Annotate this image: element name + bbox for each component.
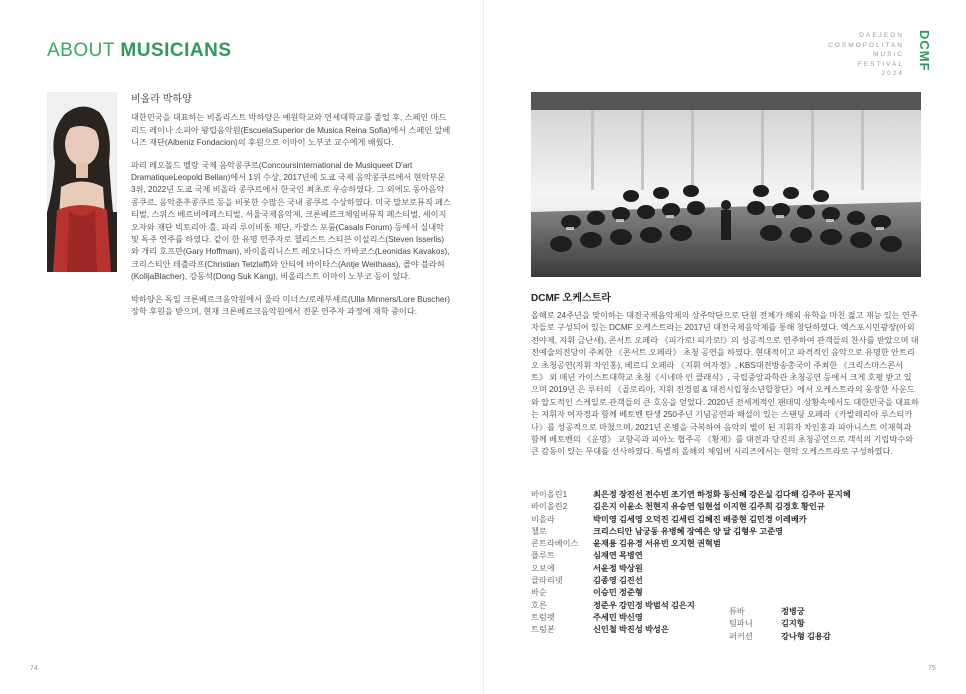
roster-instrument: 플루트: [531, 551, 555, 561]
roster-row: [531, 624, 921, 636]
roster-members: 주세민 박신영: [593, 612, 643, 622]
festival-line: 2024: [881, 70, 904, 77]
festival-line: MUSIC: [873, 51, 904, 58]
roster-instrument: 호른: [531, 600, 547, 610]
musician-portrait: [47, 92, 117, 272]
header-bold: MUSICIANS: [120, 40, 232, 61]
roster-row: [531, 612, 921, 624]
festival-mark-text: DCMF: [917, 30, 932, 72]
roster-instrument: 트럼펫: [531, 612, 555, 622]
roster-members: 박미영 김세영 오덕진 김세린 김혜진 배중현 김민경 이레베카: [593, 514, 807, 524]
roster-instrument: 콘트라베이스: [531, 539, 579, 549]
page-number-left: 74: [30, 665, 38, 672]
roster-instrument: 튜바: [729, 607, 745, 616]
roster-instrument: 퍼커션: [729, 631, 753, 641]
roster-row: [531, 575, 921, 587]
roster-instrument: 첼로: [531, 526, 547, 536]
roster-instrument: 클라리넷: [531, 576, 563, 586]
musician-bio: [131, 94, 451, 329]
roster-members: 이승민 정준형: [593, 588, 643, 598]
roster-instrument: 바이올린2: [531, 502, 568, 512]
festival-mark: [918, 30, 934, 88]
roster-members: 강나형 김용감: [781, 631, 831, 641]
orchestra-photo-icon: [531, 92, 921, 277]
page-number-right: 75: [928, 665, 936, 672]
roster-members: 심재연 목병연: [593, 551, 643, 561]
roster-instrument: 비올라: [531, 514, 555, 524]
roster-row: [531, 587, 921, 599]
musician-name: 비올라 박하양: [131, 94, 192, 105]
roster-row: [531, 514, 921, 526]
orchestra-title: DCMF 오케스트라: [531, 293, 611, 304]
roster-row: [531, 600, 921, 612]
header-thin: ABOUT: [47, 40, 121, 61]
bio-paragraph-1: 대한민국을 대표하는 비올리스트 박하양은 예원학교와 연세대학교를 졸업 후, 스페인 마드리드 레이나 소피아 왕립음악원(EscuelaSuperior de Musica Reina Sofia)에서 스페인 알베니즈 재단(Albeniz Fondacion)의 후원으로 이마이 노부코 교수에게 배웠다.: [131, 113, 451, 148]
orchestra-description: 올해로 24주년을 맞이하는 대전국제음악제의 상주악단으로 단원 전체가 해외 유학을 마친 젊고 재능 있는 연주자들로 구성되어 있는 DCMF 오케스트라는 2017년 대전국제음악제를 통해 창단하였다. 엑스포시민광장(아외전야제, 지휘 금난새), 콘서트 오페라 《피가로! 피가로!》의 성공적으로 연주하여 관객들의 찬사를 받았으며 대전예술의전당이 주최한 《콘서트 오페라》 초청 공연을 하였다. 현대적이고 파격적인 음악으로 유명한 안트리오 초청공연(지휘 차인홍), 베르디 오페라 《지휘 여자경》, KBS대전방송총국이 주최한 《크리스마스콘서트》 외 매년 카이스트대학교 초청《시네마 인 클래식》, 국립중앙과학관 초청공연 등에서 크게 호평 받고 있으며 2019년 은 루터의 《골로리아, 지휘 전경필 & 대전시립청소년합창단》에서 오케스트라의 웅장한 사운드와 압도적인 스케일로 관객들의 큰 호응을 얻었다. 2020년 전세계적인 팬데믹 상황속에서도 대한민국을 대표하는 지휘자 여자경과 함께 베토벤 탄생 250주년 기념공연과 해설이 있는 스탠딩 오페라《카발레리아 루스티카나》를 성공적으로 마쳤으며, 2021년 온병을 극복하여 음악의 별이 된 지휘자 차인홍과 피아니스트 이재혁과 함께 베토벤의 《운명》 교향곡과 피아노 협주곡 《황제》를 대전과 당진의 초청공연으로 객석의 기립박수와 큰 감동이 있는 무대를 선사하였다. 특별히 올해의 체임버 시리즈에서는 현악 오케스트라로 구성하였다.: [531, 311, 919, 457]
bio-paragraph-3: 박하양은 독일 크론베르크음악원에서 울라 미너스/로레부셰르(Ulla Minners/Lore Buscher) 장학 후원을 받으며, 현재 크론베르크음악원에서 전문 연주자 과정에 재학 중이다.: [131, 294, 450, 317]
orchestra-photo: [531, 92, 921, 277]
roster-members: 김지항: [781, 619, 805, 629]
roster-row: [531, 526, 921, 538]
page-spine: [483, 0, 484, 694]
festival-logo: [828, 31, 904, 79]
orchestra-roster: [531, 489, 921, 637]
roster-row: [531, 563, 921, 575]
roster-instrument: 바이올린1: [531, 490, 568, 499]
portrait-photo-icon: [47, 92, 117, 272]
roster-instrument: 트럼본: [531, 625, 555, 635]
roster-row: [531, 501, 921, 513]
roster-members: 김은지 이윤소 천현지 유승연 임현섭 이지현 김주희 김경호 황인규: [593, 502, 825, 512]
roster-instrument: 바순: [531, 588, 547, 598]
roster-members: 크리스티안 남궁동 유병혜 장예은 양 달 김형우 고준영: [593, 526, 783, 536]
festival-line: FESTIVAL: [857, 60, 904, 68]
roster-instrument: 오보에: [531, 563, 555, 573]
roster-members: 정병궁: [781, 607, 805, 616]
roster-instrument: 팀파니: [729, 619, 753, 629]
roster-row: [531, 538, 921, 550]
roster-row: [531, 550, 921, 562]
roster-members: 김종영 김진선: [593, 576, 643, 586]
festival-line: DAEJEON: [859, 32, 904, 39]
roster-members: 서윤정 박상원: [593, 563, 643, 573]
roster-members: 정준우 강민정 박범석 김은지: [593, 600, 695, 610]
roster-row: [531, 489, 921, 501]
page-header-title: [47, 40, 232, 62]
roster-members: 신인철 박진성 박성은: [593, 625, 669, 635]
festival-line: COSMOPOLITAN: [828, 41, 904, 49]
roster-members: 윤재용 김유경 서유빈 오지현 권혁범: [593, 539, 721, 549]
roster-members: 최은정 장진선 전수빈 조기연 하정화 동신혜 강은실 김다해 김주아 문지혜: [593, 490, 851, 499]
bio-paragraph-2: 파리 레오폴드 벨랑 국제 음악콩쿠르(ConcoursInternational de Musiqueet D'art DramatiqueLeopold Bellan)에서 1위 수상, 2017년에 도쿄 국제 음악콩쿠르에서 현악부문 3위, 2022년 도쿄 국제 비올라 콩쿠르에서 한국인 최초로 우승하였다. 그 외에도 동아음악콩쿠르, 음악춘추콩쿠르 등을 비롯한 수많은 국내 콩쿠르 수상하였다. 미국 말보로뮤직 페스티벌, 스위스 베르비에페스티벌, 서울국제음악제, 크론베르크체임버뮤직 페스티벌, 세이지 오자와 재단 빅토리아 홀, 파리 루이비통 재단, 카잘스 포룸(Casals Forum) 등에서 실내악 및 독주 연주를 하였다. 같이 한 유명 연주자로 첼리스트 스티븐 이설리스(Steven Isserlis)와 개리 호프만(Gary Hoffman), 바이올리니스트 레오니다스 카바코스(Leonidas Kavakos), 크리스티안 테츨라프(Christian Tetzlaff)와 안티에 바이타스(Antje Weithaas), 콜야 블라허(KoIljaBlacher), 강동석(Dong Suk Kang), 비올리스트 이마이 노부코 등이 있다.: [131, 160, 451, 282]
